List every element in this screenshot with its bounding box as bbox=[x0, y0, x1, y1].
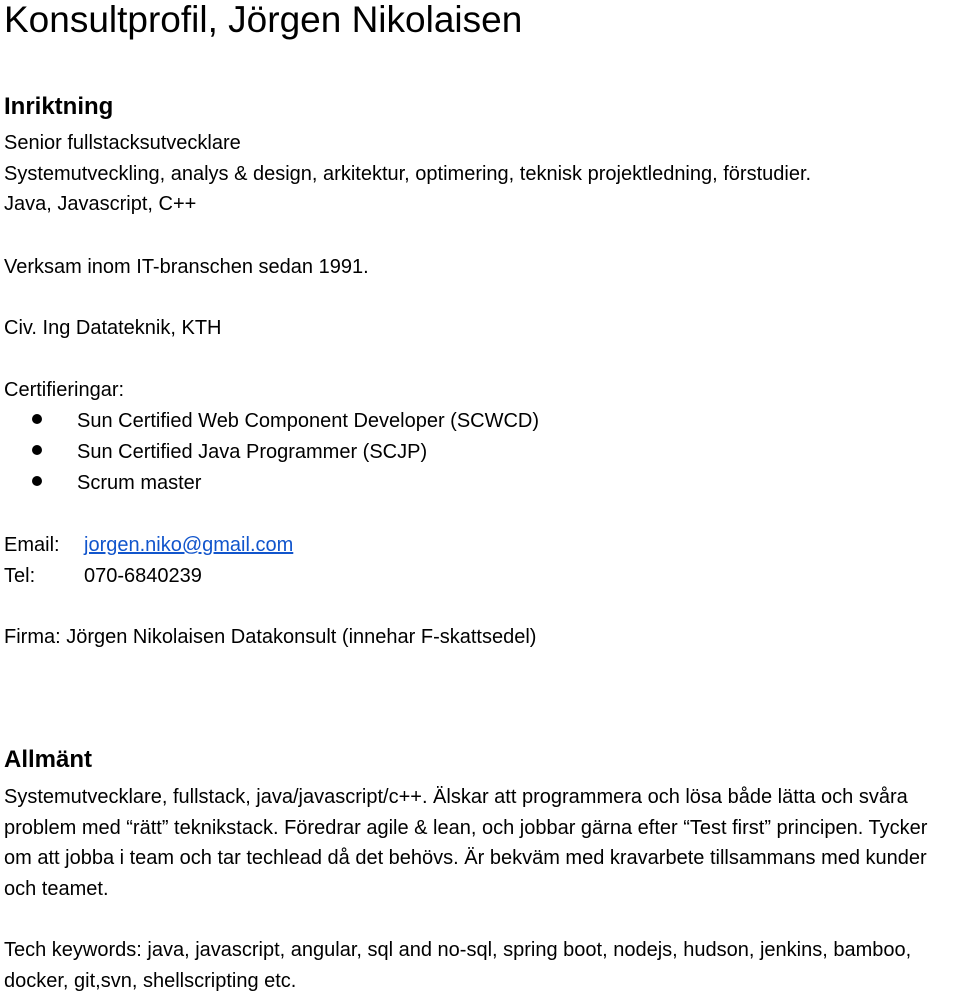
section-heading-allmant: Allmänt bbox=[4, 746, 93, 773]
certification-item bbox=[32, 471, 201, 495]
experience-line: Verksam inom IT-branschen sedan 1991. bbox=[4, 256, 369, 278]
languages-line: Java, Javascript, C++ bbox=[4, 193, 197, 215]
general-paragraph: Systemutvecklare, fullstack, java/javascript/c++. Älskar att programmera och lösa både lätta och svåra problem med “rätt” teknikstack. Föredrar agile & lean, och jobbar gärna efter “Test first” principen. Tycker om att jobba i team och tar techlead då det behövs. Är bekväm med kravarbete tillsammans med kunder och teamet. bbox=[4, 786, 928, 900]
tel-label: Tel: bbox=[4, 565, 36, 587]
certification-text: Scrum master bbox=[77, 472, 202, 494]
certification-item bbox=[32, 409, 539, 433]
skills-line: Systemutveckling, analys & design, arkitektur, optimering, teknisk projektledning, förstudier. bbox=[4, 163, 812, 185]
bullet-icon bbox=[32, 445, 42, 455]
bullet-icon bbox=[32, 414, 42, 424]
education-line: Civ. Ing Datateknik, KTH bbox=[4, 317, 222, 339]
role-line: Senior fullstacksutvecklare bbox=[4, 132, 241, 154]
certification-item bbox=[32, 440, 427, 464]
email-label: Email: bbox=[4, 534, 60, 556]
email-link[interactable]: jorgen.niko@gmail.com bbox=[84, 534, 294, 556]
bullet-icon bbox=[32, 476, 42, 486]
certifications-label: Certifieringar: bbox=[4, 379, 125, 401]
section-heading-inriktning: Inriktning bbox=[4, 93, 114, 120]
tel-row bbox=[4, 564, 202, 588]
tel-value: 070-6840239 bbox=[84, 565, 202, 587]
page-title: Konsultprofil, Jörgen Nikolaisen bbox=[4, 0, 523, 40]
firma-line: Firma: Jörgen Nikolaisen Datakonsult (innehar F-skattsedel) bbox=[4, 626, 537, 648]
certification-text: Sun Certified Web Component Developer (SCWCD) bbox=[77, 410, 540, 432]
certification-text: Sun Certified Java Programmer (SCJP) bbox=[77, 441, 428, 463]
email-row bbox=[4, 533, 293, 557]
tech-keywords-paragraph: Tech keywords: java, javascript, angular, sql and no-sql, spring boot, nodejs, hudson, jenkins, bamboo, docker, git,svn, shellscripting etc. bbox=[4, 939, 912, 992]
